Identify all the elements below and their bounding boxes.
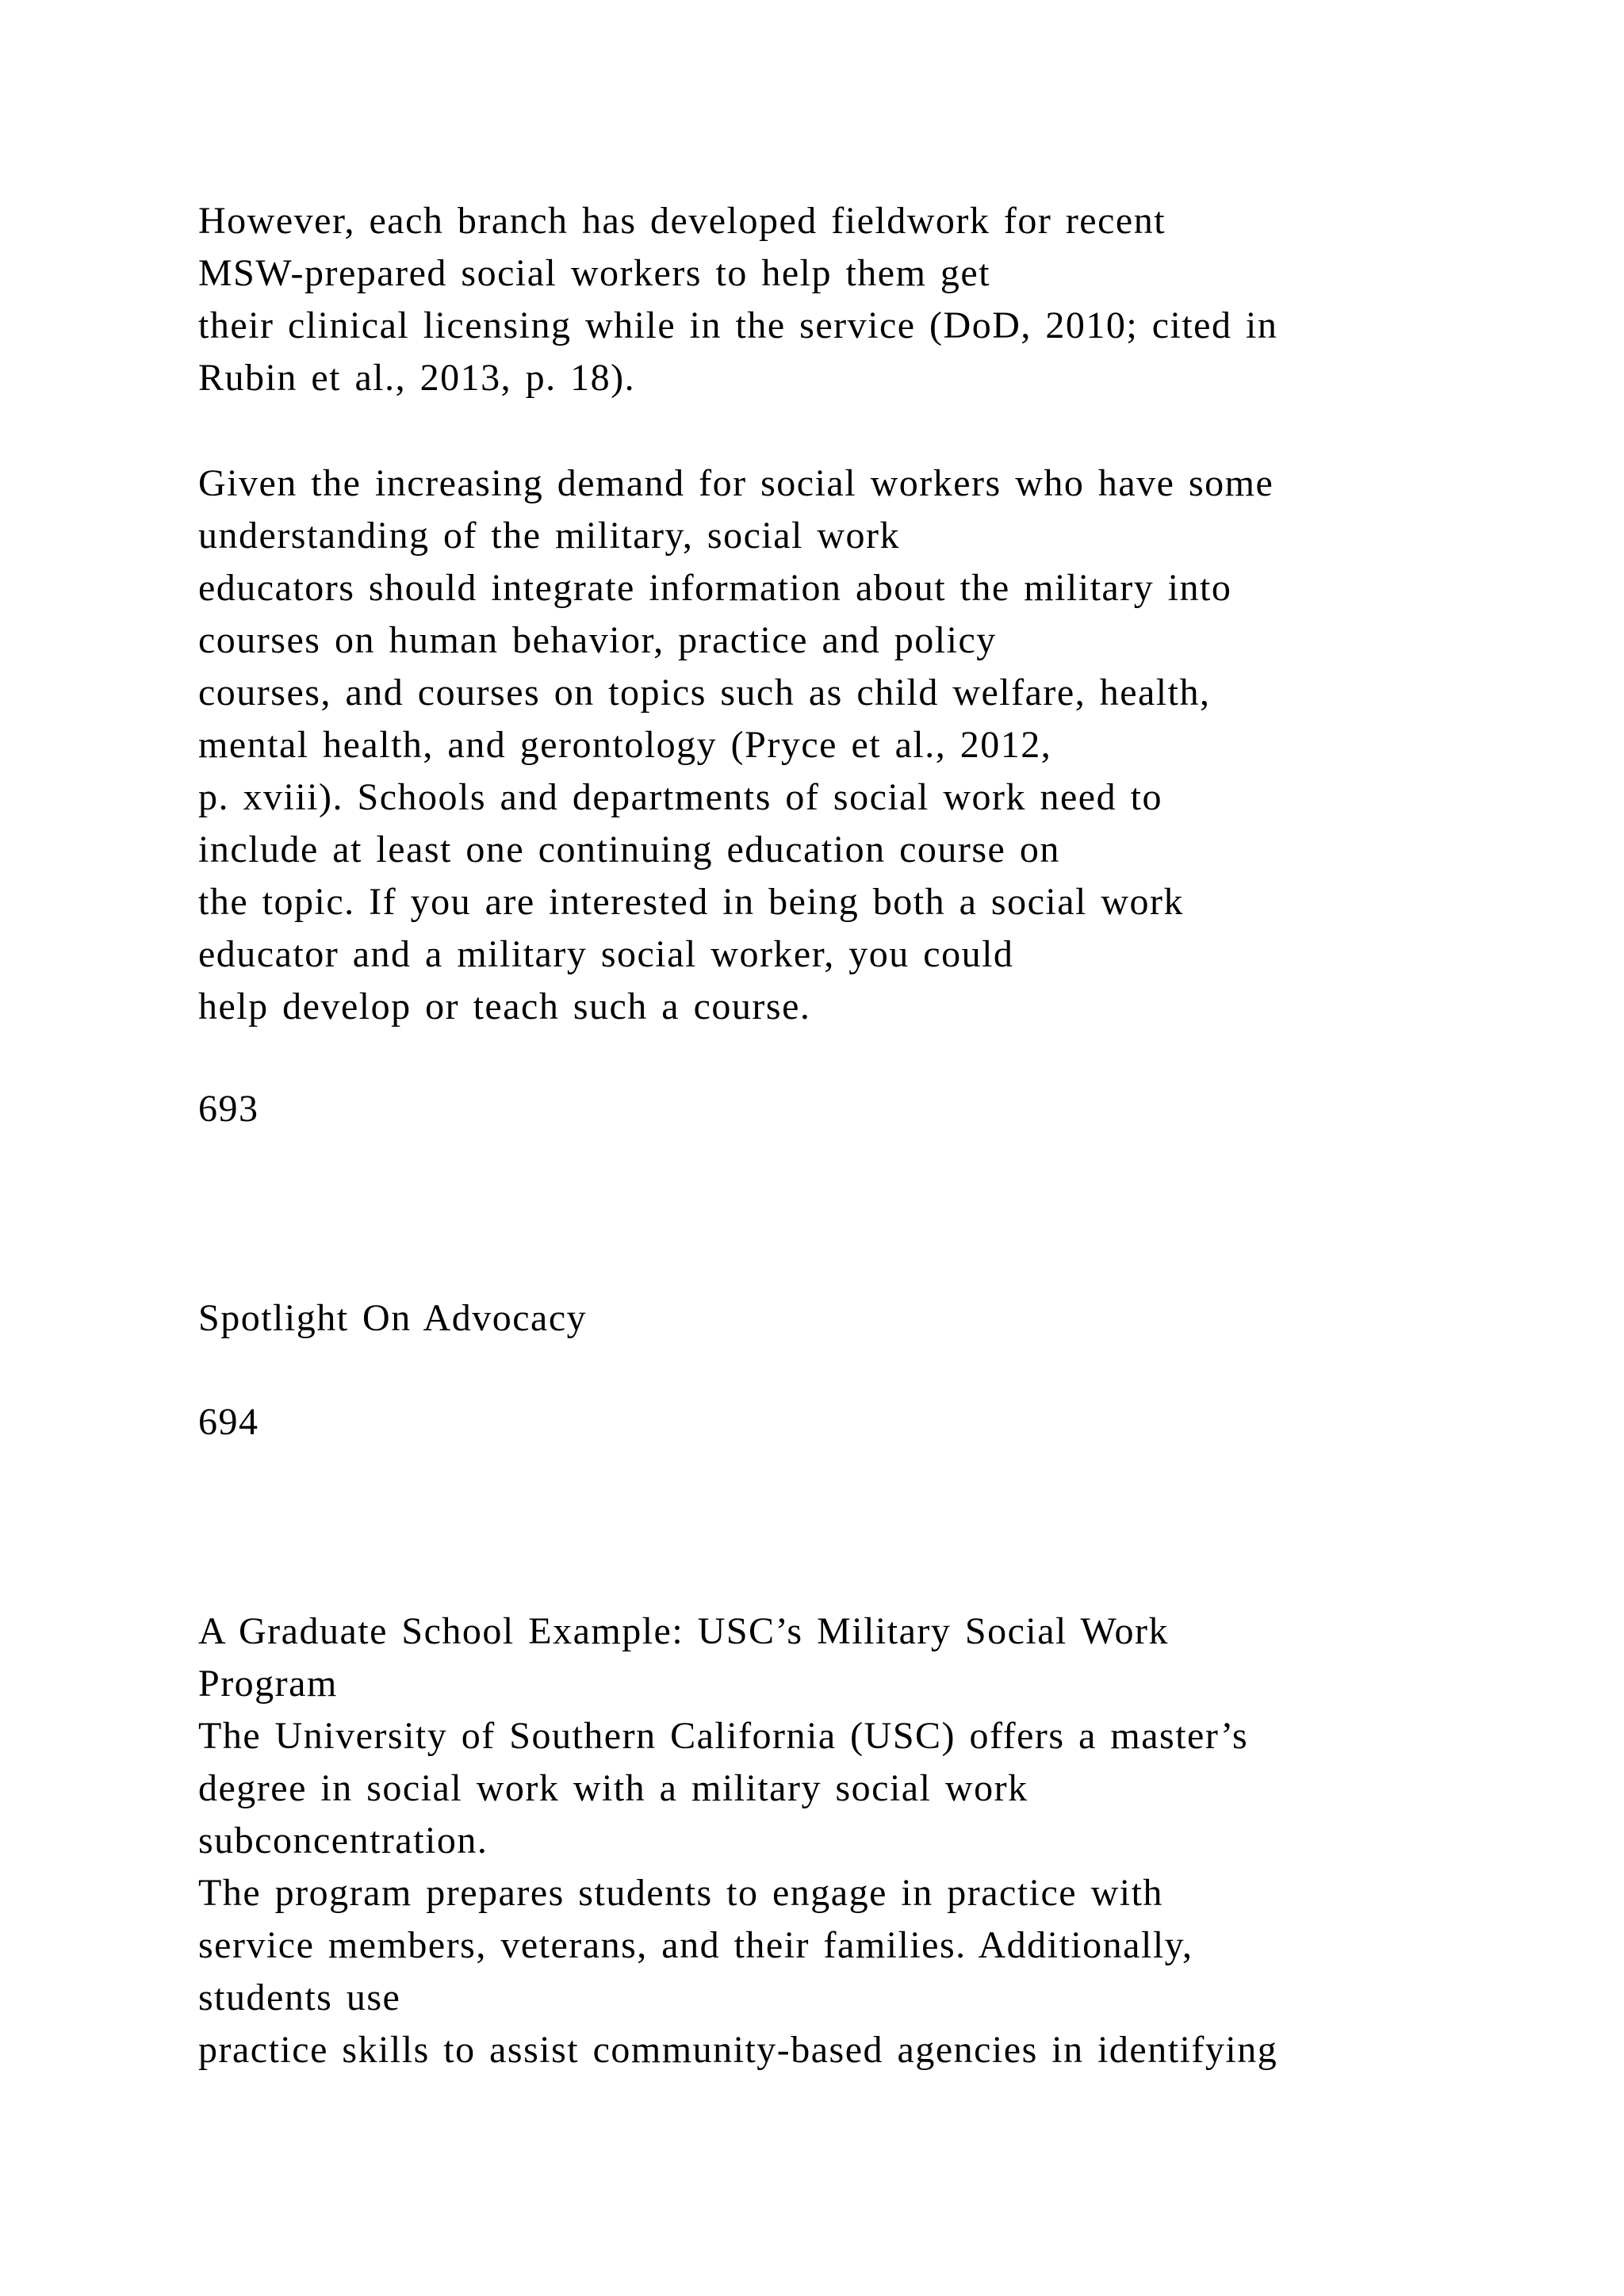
text-line: help develop or teach such a course. [198,985,811,1027]
text-line: subconcentration. [198,1820,488,1862]
paragraph-usc-program [198,1605,1546,2076]
paragraph-fieldwork [198,195,1546,404]
text-line: Program [198,1663,338,1705]
text-line: the topic. If you are interested in being both a social work [198,881,1184,923]
text-line: their clinical licensing while in the service (DoD, 2010; cited in [198,304,1278,346]
text-line: understanding of the military, social work [198,515,901,557]
text-line: include at least one continuing education course on [198,828,1060,871]
page-number-694: 694 [198,1401,259,1443]
text-line: educators should integrate information about the military into [198,567,1232,609]
section-heading [198,1292,1546,1345]
text-line: students use [198,1976,401,2019]
text-line: p. xviii). Schools and departments of social work need to [198,776,1162,818]
text-line: educator and a military social worker, you could [198,933,1014,975]
page-number [198,1083,1546,1135]
text-line: courses, and courses on topics such as child welfare, health, [198,672,1211,714]
text-line: However, each branch has developed fieldwork for recent [198,200,1166,242]
text-line: courses on human behavior, practice and policy [198,619,997,661]
text-line: service members, veterans, and their families. Additionally, [198,1924,1193,1966]
text-line: practice skills to assist community-based agencies in identifying [198,2029,1278,2071]
paragraph-social-work-education [198,457,1546,1033]
text-line: degree in social work with a military social work [198,1767,1028,1809]
page-number-693: 693 [198,1088,259,1130]
text-line: mental health, and gerontology (Pryce et al., 2012, [198,724,1052,766]
text-line: Given the increasing demand for social workers who have some [198,462,1274,504]
text-line: MSW-prepared social workers to help them get [198,252,991,294]
text-line: A Graduate School Example: USC’s Military Social Work [198,1610,1169,1652]
text-line: Rubin et al., 2013, p. 18). [198,357,636,399]
page-number [198,1396,1546,1448]
text-line: The University of Southern California (USC) offers a master’s [198,1715,1249,1757]
spotlight-heading: Spotlight On Advocacy [198,1297,588,1339]
text-line: The program prepares students to engage in practice with [198,1872,1163,1914]
